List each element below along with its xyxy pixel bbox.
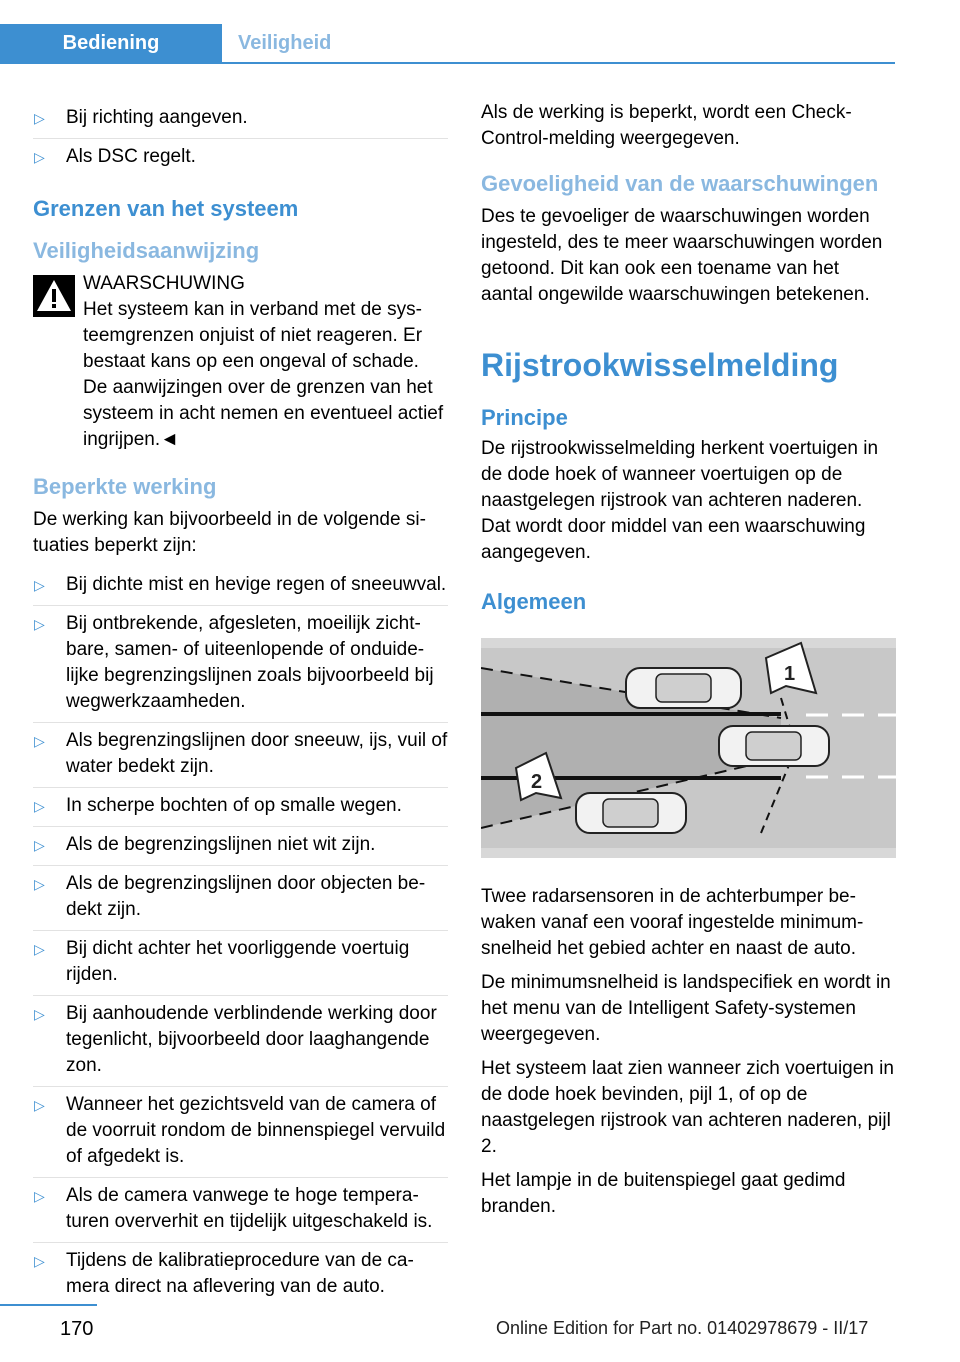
page-number: 170 bbox=[60, 1318, 94, 1340]
right-column bbox=[481, 100, 896, 1228]
list-item: ▷ Wanneer het gezichtsveld van de camera of de voorruit rondom de binnenspiegel vervuild of afgedekt is. bbox=[33, 1087, 448, 1178]
triangle-bullet-icon: ▷ bbox=[34, 110, 45, 126]
left-column bbox=[33, 100, 448, 1307]
triangle-bullet-icon: ▷ bbox=[34, 616, 45, 632]
triangle-bullet-icon: ▷ bbox=[34, 1097, 45, 1113]
triangle-bullet-icon: ▷ bbox=[34, 577, 45, 593]
list-item: ▷ Bij dichte mist en hevige regen of sneeuwval. bbox=[33, 567, 448, 606]
tab-bediening[interactable]: Bediening bbox=[0, 24, 222, 62]
limited-check-control: Als de werking is beperkt, wordt een Check-Control-melding weergegeven. bbox=[481, 102, 852, 149]
triangle-bullet-icon: ▷ bbox=[34, 1006, 45, 1022]
list-item: ▷ Als de begrenzingslijnen niet wit zijn. bbox=[33, 827, 448, 866]
svg-text:2: 2 bbox=[531, 771, 543, 793]
car-rear bbox=[576, 793, 686, 833]
tab-veiligheid[interactable]: Veiligheid bbox=[238, 32, 332, 54]
list-item: ▷ Bij dicht achter het voorliggende voertuig rijden. bbox=[33, 931, 448, 996]
heading-general: Algemeen bbox=[481, 589, 587, 614]
triangle-bullet-icon: ▷ bbox=[34, 837, 45, 853]
triangle-bullet-icon: ▷ bbox=[34, 876, 45, 892]
heading-lane-change-warning: Rijstrookwisselmelding bbox=[481, 347, 839, 383]
warning-title: WAARSCHUWING bbox=[83, 273, 245, 294]
warning-triangle-icon bbox=[33, 275, 75, 317]
bullet-list-top bbox=[33, 100, 448, 177]
limited-intro: De werking kan bijvoorbeeld in de volgende situaties beperkt zijn: bbox=[33, 509, 426, 556]
paragraph-mirror-lamp: Het lampje in de buitenspiegel gaat gedimd branden. bbox=[481, 1170, 846, 1217]
car-own bbox=[719, 726, 829, 766]
page-number-rule bbox=[0, 1304, 97, 1306]
warning-block bbox=[33, 271, 448, 453]
edition-footer: Online Edition for Part no. 01402978679 - II/17 bbox=[496, 1318, 869, 1338]
list-item: ▷ Als begrenzingslijnen door sneeuw, ijs, vuil of water bedekt zijn. bbox=[33, 723, 448, 788]
principle-text: De rijstrookwisselmelding herkent voertuigen in de dode hoek of wanneer voertuigen op de naastgelegen rijstrook van achteren naderen. Dat wordt door middel van een waarschuwing aangegeven. bbox=[481, 438, 879, 563]
list-item: ▷ In scherpe bochten of op smalle wegen. bbox=[33, 788, 448, 827]
sensitivity-text: Des te gevoeliger de waarschuwingen worden ingesteld, des te meer waarschuwingen worden getoond. Dit kan ook een toename van het aantal ongewilde waarschuwingen betekenen. bbox=[481, 206, 883, 305]
lane-change-illustration bbox=[481, 638, 896, 858]
list-item: ▷ Tijdens de kalibratieprocedure van de camera direct na aflevering van de auto. bbox=[34, 1250, 414, 1297]
heading-principle: Principe bbox=[481, 405, 568, 430]
list-item: ▷ Bij ontbrekende, afgesleten, moeilijk zichtbare, samen- of uiteenlopende of onduidelijke begrenzingslijnen zoals bijvoorbeeld bij wegwerkzaamheden. bbox=[33, 606, 448, 723]
svg-text:1: 1 bbox=[784, 663, 796, 685]
heading-warning-sensitivity: Gevoeligheid van de waarschuwingen bbox=[481, 171, 879, 196]
list-item: ▷ Bij richting aangeven. bbox=[33, 100, 448, 139]
heading-limited-operation: Beperkte werking bbox=[33, 474, 217, 499]
triangle-bullet-icon: ▷ bbox=[34, 1253, 45, 1269]
car-left-lane bbox=[626, 668, 741, 708]
list-item: ▷ Als de begrenzingslijnen door objecten bedekt zijn. bbox=[33, 866, 448, 931]
triangle-bullet-icon: ▷ bbox=[34, 1188, 45, 1204]
list-item: ▷ Als de camera vanwege te hoge temperaturen oververhit en tijdelijk uitgeschakeld is. bbox=[33, 1178, 448, 1243]
heading-safety-notice: Veiligheidsaanwijzing bbox=[33, 238, 260, 263]
list-item: ▷ Bij aanhoudende verblindende werking door tegenlicht, bijvoorbeeld door laaghangende zon. bbox=[33, 996, 448, 1087]
tab-bar bbox=[0, 24, 895, 64]
triangle-bullet-icon: ▷ bbox=[34, 149, 45, 165]
warning-text: Het systeem kan in verband met de systeemgrenzen onjuist of niet reageren. Er bestaat kans op een ongeval of schade. De aanwijzingen over de grenzen van het systeem in acht nemen en eventueel actief ingrijpen.◄ bbox=[83, 299, 444, 450]
paragraph-radar: Twee radarsensoren in de achterbumper bewaken vanaf een vooraf ingestelde minimumsnelheid het gebied achter en naast de auto. bbox=[481, 886, 864, 959]
paragraph-min-speed: De minimumsnelheid is landspecifiek en wordt in het menu van de Intelligent Safety-systemen weergegeven. bbox=[481, 972, 891, 1045]
list-item: ▷ Als DSC regelt. bbox=[33, 139, 448, 177]
bullet-list-limited bbox=[33, 567, 448, 1307]
paragraph-arrows: Het systeem laat zien wanneer zich voertuigen in de dode hoek bevinden, pijl 1, of op de naastgelegen rijstrook van achteren naderen, pijl 2. bbox=[481, 1058, 894, 1157]
triangle-bullet-icon: ▷ bbox=[34, 941, 45, 957]
triangle-bullet-icon: ▷ bbox=[34, 733, 45, 749]
triangle-bullet-icon: ▷ bbox=[34, 798, 45, 814]
heading-system-limits: Grenzen van het systeem bbox=[33, 196, 299, 221]
